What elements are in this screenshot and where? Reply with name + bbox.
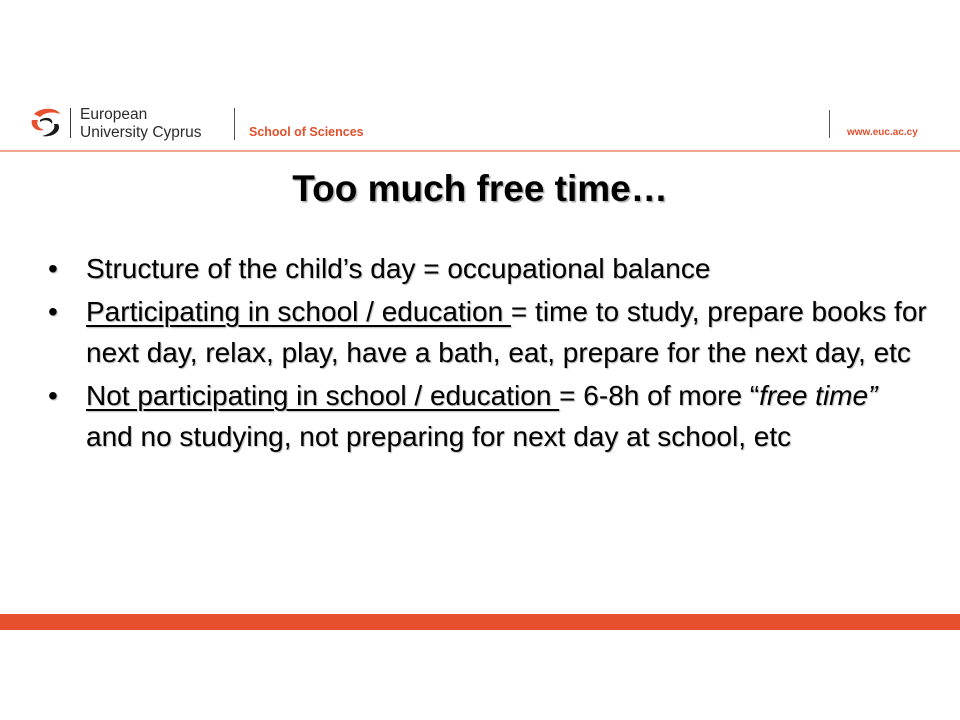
bullet-item bbox=[48, 375, 928, 457]
website-url: www.euc.ac.cy bbox=[847, 127, 918, 138]
bullet-text: and no studying, not preparing for next day at school, etc bbox=[86, 421, 792, 452]
bullet-italic-text: free time” bbox=[759, 380, 878, 411]
bullet-dot: • bbox=[48, 296, 58, 327]
school-name: School of Sciences bbox=[249, 125, 364, 139]
bullet-dot: • bbox=[48, 380, 58, 411]
footer-accent-bar bbox=[0, 614, 960, 630]
slide-title: Too much free time… bbox=[292, 168, 668, 209]
bullet-text: = time to study, prepare books for next day, relax, play, have a bath, eat, prepare for the next day, etc bbox=[86, 296, 927, 368]
university-name-line1: European bbox=[80, 106, 148, 123]
bullet-underlined-text: Not participating in school / education bbox=[86, 380, 560, 411]
bullet-text: Structure of the child’s day = occupational balance bbox=[86, 253, 711, 284]
bullet-item bbox=[48, 248, 928, 289]
bullet-text: = 6-8h of more “ bbox=[559, 380, 760, 411]
website-divider bbox=[829, 110, 830, 138]
bullet-underlined-text: Participating in school / education bbox=[86, 296, 511, 327]
slide-header bbox=[0, 96, 960, 152]
school-divider bbox=[234, 108, 235, 140]
header-rule bbox=[0, 150, 960, 152]
university-name bbox=[80, 106, 201, 142]
bullet-item bbox=[48, 291, 928, 373]
university-logo-icon bbox=[28, 106, 64, 140]
logo-divider bbox=[70, 108, 71, 138]
bullet-dot: • bbox=[48, 253, 58, 284]
bullet-list bbox=[48, 248, 928, 459]
university-name-line2: University Cyprus bbox=[80, 124, 202, 141]
